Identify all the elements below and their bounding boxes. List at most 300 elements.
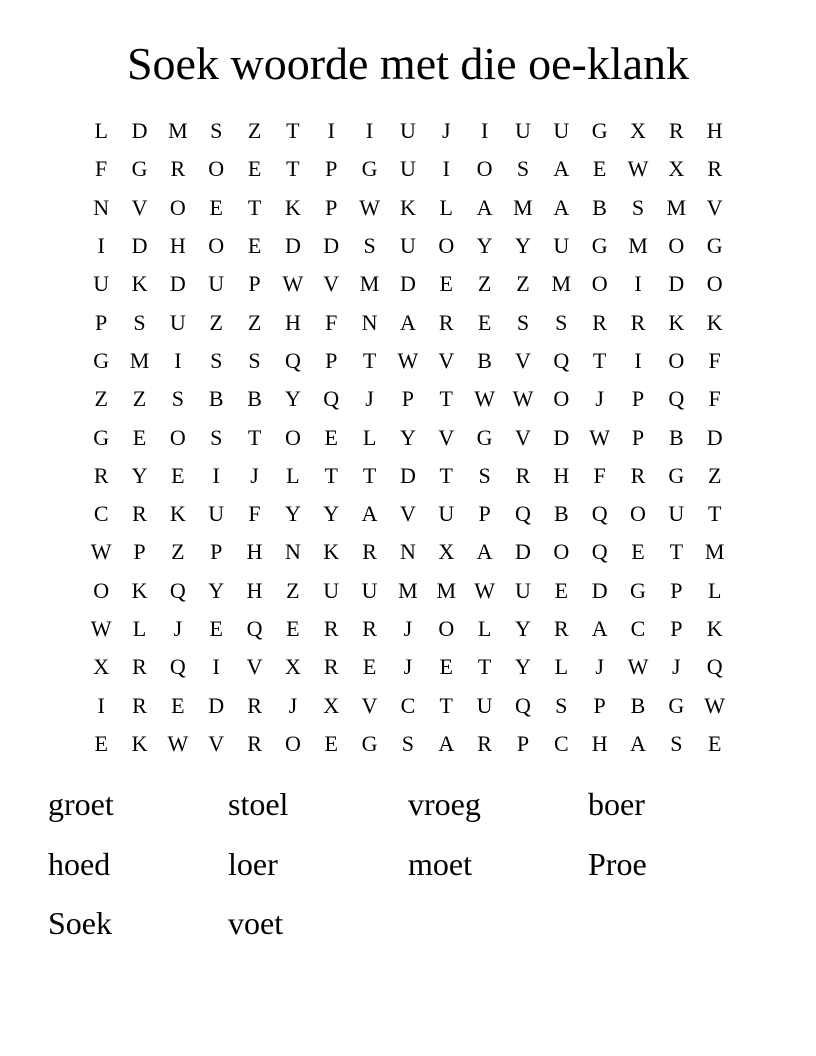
grid-letter: W	[627, 654, 649, 680]
grid-letter: W	[589, 424, 611, 450]
grid-letter: O	[591, 271, 608, 297]
grid-letter: U	[208, 271, 225, 297]
grid-letter: H	[706, 118, 723, 144]
grid-letter: A	[553, 194, 570, 220]
grid-letter: Q	[706, 654, 723, 680]
grid-letter: R	[477, 730, 492, 756]
grid-letter: G	[591, 118, 608, 144]
grid-letter: U	[361, 577, 378, 603]
grid-letter: X	[323, 692, 340, 718]
grid-letter: U	[323, 577, 340, 603]
grid-letter: K	[706, 309, 723, 335]
grid-letter: K	[668, 309, 685, 335]
grid-row	[82, 150, 734, 188]
word-list-item: hoed	[48, 845, 111, 882]
grid-letter: U	[553, 118, 570, 144]
grid-letter: P	[631, 386, 645, 412]
grid-letter: A	[438, 730, 455, 756]
grid-letter: L	[554, 654, 569, 680]
grid-letter: I	[97, 692, 105, 718]
grid-letter: N	[93, 194, 110, 220]
grid-letter: B	[630, 692, 646, 718]
grid-letter: V	[706, 194, 723, 220]
grid-letter: M	[628, 233, 648, 259]
grid-letter: E	[171, 462, 185, 488]
grid-letter: T	[324, 462, 338, 488]
grid-row	[82, 380, 734, 418]
word-list-item: moet	[408, 845, 472, 882]
grid-letter: T	[592, 347, 607, 373]
grid-letter: R	[515, 462, 531, 488]
grid-letter: D	[515, 539, 531, 565]
grid-letter: E	[247, 233, 262, 259]
grid-letter: S	[210, 424, 223, 450]
grid-letter: A	[476, 539, 493, 565]
grid-letter: V	[323, 271, 340, 297]
grid-letter: L	[362, 424, 377, 450]
grid-letter: I	[365, 118, 374, 144]
grid-letter: V	[246, 654, 263, 680]
grid-letter: N	[284, 539, 301, 565]
grid-row	[82, 686, 734, 724]
grid-letter: U	[399, 233, 416, 259]
grid-row	[82, 457, 734, 495]
grid-letter: D	[399, 271, 416, 297]
grid-letter: R	[132, 501, 147, 527]
grid-letter: M	[436, 577, 457, 603]
grid-letter: D	[591, 577, 608, 603]
grid-letter: J	[365, 386, 374, 412]
grid-letter: G	[361, 730, 378, 756]
grid-letter: F	[708, 347, 721, 373]
grid-letter: Q	[323, 386, 340, 412]
grid-letter: E	[439, 271, 453, 297]
grid-letter: L	[707, 577, 722, 603]
grid-letter: D	[323, 233, 340, 259]
grid-letter: O	[438, 233, 455, 259]
grid-letter: V	[515, 347, 531, 373]
grid-letter: E	[171, 692, 185, 718]
grid-letter: C	[553, 730, 569, 756]
grid-letter: Q	[246, 616, 263, 641]
grid-letter: B	[208, 386, 224, 412]
grid-letter: L	[94, 118, 108, 144]
grid-letter: G	[361, 156, 378, 182]
grid-letter: G	[476, 424, 493, 450]
grid-letter: T	[707, 501, 722, 527]
grid-letter: Q	[668, 386, 685, 412]
grid-letter: R	[247, 730, 262, 756]
grid-letter: R	[438, 309, 454, 335]
grid-letter: R	[707, 156, 723, 182]
grid-letter: F	[325, 309, 338, 335]
grid-letter: O	[630, 501, 646, 527]
grid-letter: Z	[94, 386, 108, 412]
grid-letter: H	[284, 309, 301, 335]
grid-letter: I	[480, 118, 489, 144]
grid-letter: Z	[707, 462, 722, 488]
grid-letter: S	[516, 156, 530, 182]
grid-letter: R	[362, 539, 377, 565]
grid-letter: D	[131, 118, 148, 144]
grid-letter: B	[668, 424, 684, 450]
grid-letter: Q	[553, 347, 570, 373]
grid-letter: R	[630, 462, 646, 488]
grid-letter: G	[93, 347, 110, 373]
grid-letter: O	[438, 616, 455, 641]
grid-letter: R	[668, 118, 684, 144]
grid-letter: H	[591, 730, 608, 756]
grid-letter: Y	[323, 501, 340, 527]
grid-letter: J	[672, 654, 681, 680]
grid-letter: J	[595, 386, 604, 412]
grid-row	[82, 648, 734, 686]
grid-letter: U	[668, 501, 685, 527]
grid-letter: U	[438, 501, 455, 527]
grid-letter: I	[212, 654, 220, 680]
grid-letter: T	[669, 539, 684, 565]
grid-row	[82, 572, 734, 610]
grid-letter: D	[284, 233, 301, 259]
grid-letter: M	[129, 347, 150, 373]
grid-letter: H	[553, 462, 570, 488]
grid-letter: G	[706, 233, 723, 259]
grid-letter: W	[474, 386, 495, 412]
grid-letter: Y	[515, 654, 531, 680]
grid-letter: J	[250, 462, 259, 488]
grid-letter: J	[173, 616, 183, 641]
grid-letter: N	[361, 309, 378, 335]
grid-letter: W	[512, 386, 534, 412]
word-list-item: voet	[228, 905, 284, 941]
grid-letter: V	[131, 194, 148, 220]
grid-letter: U	[399, 156, 416, 182]
grid-letter: U	[399, 118, 416, 144]
grid-letter: Y	[476, 233, 493, 259]
grid-row	[82, 227, 734, 265]
grid-letter: W	[90, 539, 112, 565]
word-list	[48, 782, 768, 961]
grid-letter: G	[668, 462, 685, 488]
grid-letter: M	[398, 577, 418, 603]
grid-letter: S	[171, 386, 184, 412]
grid-letter: V	[399, 501, 416, 527]
grid-letter: E	[592, 156, 607, 182]
grid-letter: I	[174, 347, 182, 373]
grid-letter: Q	[169, 654, 186, 680]
grid-letter: Z	[171, 539, 185, 565]
grid-letter: W	[282, 271, 304, 297]
grid-letter: S	[248, 347, 261, 373]
grid-letter: P	[325, 194, 338, 220]
grid-letter: E	[94, 730, 108, 756]
grid-letter: U	[476, 692, 493, 718]
grid-letter: T	[439, 386, 453, 412]
grid-letter: E	[631, 539, 645, 565]
grid-letter: W	[627, 156, 649, 182]
grid-letter: E	[439, 654, 453, 680]
grid-letter: R	[132, 654, 147, 680]
grid-letter: Q	[591, 539, 608, 565]
grid-letter: S	[631, 194, 645, 220]
grid-letter: E	[247, 156, 262, 182]
grid-letter: R	[170, 156, 186, 182]
grid-letter: I	[212, 462, 220, 488]
grid-letter: S	[478, 462, 491, 488]
grid-letter: S	[555, 309, 568, 335]
grid-row	[82, 112, 734, 150]
grid-row	[82, 533, 734, 571]
grid-letter: D	[668, 271, 685, 297]
grid-letter: X	[630, 118, 646, 144]
grid-letter: D	[706, 424, 723, 450]
grid-letter: I	[442, 156, 450, 182]
grid-letter: U	[553, 233, 570, 259]
grid-letter: E	[209, 616, 223, 641]
grid-letter: U	[93, 271, 110, 297]
grid-letter: F	[248, 501, 261, 527]
grid-letter: O	[706, 271, 723, 297]
grid-letter: Q	[591, 501, 608, 527]
grid-letter: R	[323, 654, 339, 680]
grid-letter: O	[284, 730, 301, 756]
grid-letter: M	[359, 271, 380, 297]
grid-letter: R	[592, 309, 607, 335]
grid-letter: Z	[132, 386, 147, 412]
grid-letter: T	[439, 692, 453, 718]
grid-letter: N	[399, 539, 416, 565]
grid-letter: D	[553, 424, 570, 450]
grid-letter: T	[362, 347, 377, 373]
grid-letter: O	[208, 233, 225, 259]
grid-letter: Z	[247, 309, 262, 335]
grid-letter: V	[438, 347, 455, 373]
grid-row	[82, 610, 734, 648]
grid-letter: W	[474, 577, 495, 603]
grid-letter: R	[323, 616, 339, 641]
grid-letter: X	[438, 539, 455, 565]
grid-letter: I	[634, 347, 642, 373]
grid-letter: Z	[477, 271, 492, 297]
grid-letter: D	[208, 692, 225, 718]
grid-letter: I	[634, 271, 642, 297]
grid-letter: V	[438, 424, 455, 450]
grid-letter: S	[363, 233, 376, 259]
grid-letter: O	[169, 424, 186, 450]
grid-letter: R	[247, 692, 262, 718]
grid-letter: S	[670, 730, 683, 756]
grid-letter: X	[284, 654, 301, 680]
word-list-item: groet	[48, 786, 114, 822]
grid-letter: P	[210, 539, 223, 565]
grid-letter: M	[168, 118, 188, 144]
grid-letter: Q	[515, 501, 531, 527]
grid-letter: X	[93, 654, 110, 680]
grid-letter: F	[708, 386, 721, 412]
word-list-item: Proe	[588, 845, 647, 882]
grid-letter: J	[403, 616, 413, 641]
grid-letter: G	[630, 577, 646, 603]
grid-letter: W	[397, 347, 419, 373]
grid-letter: B	[477, 347, 492, 373]
grid-letter: V	[208, 730, 225, 756]
grid-letter: P	[401, 386, 415, 412]
grid-letter: Q	[169, 577, 186, 603]
grid-letter: E	[477, 309, 492, 335]
grid-letter: J	[288, 692, 298, 718]
grid-letter: T	[286, 118, 300, 144]
grid-letter: S	[401, 730, 415, 756]
grid-letter: P	[325, 347, 338, 373]
grid-letter: T	[439, 462, 453, 488]
grid-letter: E	[209, 194, 223, 220]
grid-letter: U	[515, 118, 531, 144]
grid-letter: O	[668, 347, 685, 373]
grid-letter: G	[131, 156, 148, 182]
grid-letter: E	[554, 577, 569, 603]
grid-letter: U	[169, 309, 186, 335]
grid-letter: P	[478, 501, 491, 527]
grid-letter: J	[595, 654, 604, 680]
grid-letter: Q	[515, 692, 531, 718]
grid-letter: G	[591, 233, 608, 259]
grid-letter: T	[286, 156, 300, 182]
grid-letter: U	[515, 577, 531, 603]
grid-letter: E	[286, 616, 300, 641]
grid-letter: K	[131, 271, 148, 297]
grid-letter: Y	[131, 462, 148, 488]
grid-letter: K	[284, 194, 301, 220]
grid-letter: O	[553, 386, 570, 412]
word-list-item: stoel	[228, 786, 289, 822]
grid-letter: A	[476, 194, 493, 220]
grid-letter: D	[169, 271, 186, 297]
grid-letter: T	[247, 424, 262, 450]
grid-row	[82, 725, 734, 763]
grid-letter: R	[553, 616, 569, 641]
grid-letter: O	[553, 539, 570, 565]
grid-letter: O	[169, 194, 186, 220]
grid-letter: M	[513, 194, 533, 220]
grid-letter: S	[555, 692, 568, 718]
grid-letter: S	[516, 309, 530, 335]
grid-letter: K	[131, 577, 148, 603]
grid-letter: P	[593, 692, 606, 718]
grid-letter: G	[93, 424, 110, 450]
grid-letter: S	[133, 309, 146, 335]
grid-letter: H	[169, 233, 186, 259]
grid-letter: K	[323, 539, 340, 565]
grid-letter: L	[132, 616, 147, 641]
letter-grid	[82, 112, 734, 763]
grid-letter: B	[553, 501, 569, 527]
grid-row	[82, 303, 734, 341]
grid-letter: F	[593, 462, 606, 488]
grid-letter: W	[704, 692, 726, 718]
grid-letter: A	[591, 616, 608, 641]
grid-letter: A	[399, 309, 416, 335]
grid-letter: O	[93, 577, 110, 603]
grid-letter: Y	[515, 233, 531, 259]
grid-letter: J	[403, 654, 413, 680]
grid-letter: R	[132, 692, 147, 718]
grid-letter: P	[670, 577, 683, 603]
grid-letter: P	[95, 309, 108, 335]
grid-letter: L	[286, 462, 300, 488]
grid-letter: C	[400, 692, 416, 718]
grid-letter: M	[551, 271, 572, 297]
grid-letter: E	[324, 730, 338, 756]
grid-letter: O	[208, 156, 225, 182]
grid-letter: P	[670, 616, 683, 641]
grid-letter: G	[668, 692, 685, 718]
grid-letter: B	[247, 386, 262, 412]
grid-letter: Z	[516, 271, 530, 297]
grid-letter: L	[439, 194, 453, 220]
grid-letter: D	[131, 233, 148, 259]
grid-row	[82, 418, 734, 456]
grid-letter: P	[133, 539, 146, 565]
word-list-item: boer	[588, 786, 645, 822]
grid-letter: P	[516, 730, 530, 756]
grid-letter: O	[476, 156, 493, 182]
grid-letter: H	[246, 577, 263, 603]
grid-letter: I	[97, 233, 105, 259]
grid-letter: M	[666, 194, 687, 220]
grid-letter: E	[707, 730, 722, 756]
grid-letter: P	[631, 424, 645, 450]
grid-letter: R	[93, 462, 109, 488]
grid-letter: C	[93, 501, 109, 527]
grid-letter: K	[169, 501, 186, 527]
word-list-item: loer	[228, 845, 278, 882]
grid-letter: D	[399, 462, 416, 488]
grid-letter: T	[477, 654, 492, 680]
grid-letter: Q	[284, 347, 301, 373]
grid-letter: X	[668, 156, 685, 182]
grid-letter: R	[362, 616, 377, 641]
grid-letter: Y	[399, 424, 416, 450]
grid-letter: O	[284, 424, 301, 450]
grid-letter: E	[132, 424, 147, 450]
grid-letter: K	[399, 194, 416, 220]
grid-letter: A	[361, 501, 378, 527]
grid-letter: U	[208, 501, 225, 527]
grid-letter: W	[90, 616, 112, 641]
grid-letter: Z	[209, 309, 223, 335]
grid-letter: F	[95, 156, 108, 182]
grid-letter: V	[361, 692, 378, 718]
grid-letter: O	[668, 233, 685, 259]
grid-letter: S	[210, 347, 223, 373]
grid-letter: P	[325, 156, 338, 182]
grid-letter: V	[515, 424, 531, 450]
page-title: Soek woorde met die oe-klank	[126, 38, 690, 89]
grid-row	[82, 265, 734, 303]
grid-letter: B	[592, 194, 607, 220]
grid-letter: Z	[247, 118, 262, 144]
grid-row	[82, 189, 734, 227]
grid-letter: P	[248, 271, 261, 297]
grid-letter: K	[131, 730, 148, 756]
grid-letter: S	[210, 118, 223, 144]
grid-letter: T	[247, 194, 262, 220]
grid-letter: M	[704, 539, 725, 565]
grid-letter: R	[630, 309, 646, 335]
grid-letter: Y	[208, 577, 225, 603]
grid-letter: J	[441, 118, 451, 144]
grid-letter: C	[630, 616, 646, 641]
